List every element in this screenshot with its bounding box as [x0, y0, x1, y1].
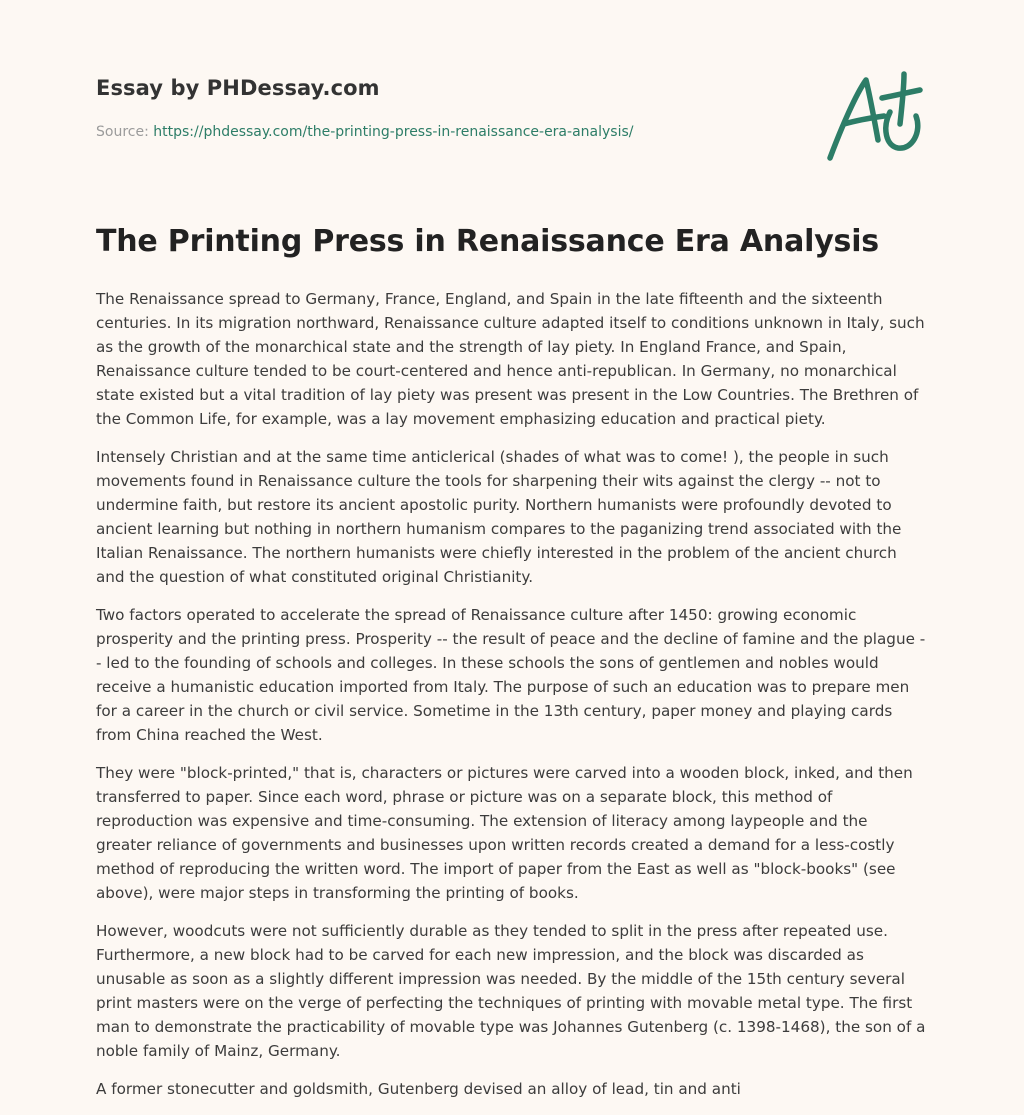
page-header — [96, 0, 928, 180]
paragraph-4: They were "block-printed," that is, characters or pictures were carved into a wooden block, inked, and then transferred to paper. Since each word, phrase or picture was on a separate block, this method of reproduction was expensive and time-consuming. The extension of literacy among laypeople and the greater reliance of governments and businesses upon written records created a demand for a less-costly method of reproducing the written word. The import of paper from the East as well as "block-books" (see above), were major steps in transforming the printing of books. — [96, 764, 913, 902]
paragraph-6: A former stonecutter and goldsmith, Gutenberg devised an alloy of lead, tin and anti — [96, 1080, 741, 1098]
paragraph-1: The Renaissance spread to Germany, France, England, and Spain in the late fifteenth and the sixteenth centuries. In its migration northward, Renaissance culture adapted itself to conditions unknown in Italy, such as the growth of the monarchical state and the strength of lay piety. In England France, and Spain, Renaissance culture tended to be court-centered and hence anti-republican. In Germany, no monarchical state existed but a vital tradition of lay piety was present was present in the Low Countries. The Brethren of the Common Life, for example, was a lay movement emphasizing education and practical piety. — [96, 290, 925, 428]
a-plus-logo-icon — [824, 66, 928, 166]
article-body — [96, 287, 928, 1115]
paragraph-3: Two factors operated to accelerate the spread of Renaissance culture after 1450: growing economic prosperity and the printing press. Prosperity -- the result of peace and the decline of famine and the plague -- led to the founding of schools and colleges. In these schools the sons of gentlemen and nobles would receive a humanistic education imported from Italy. The purpose of such an education was to prepare men for a career in the church or civil service. Sometime in the 13th century, paper money and playing cards from China reached the West. — [96, 606, 926, 744]
source-label: Source: — [96, 124, 154, 140]
paragraph-2: Intensely Christian and at the same time anticlerical (shades of what was to come! ), the people in such movements found in Renaissance culture the tools for sharpening their wits against the clergy -- not to undermine faith, but restore its ancient apostolic purity. Northern humanists were profoundly devoted to ancient learning but nothing in northern humanism compares to the paganizing trend associated with the Italian Renaissance. The northern humanists were chiefly interested in the problem of the ancient church and the question of what constituted original Christianity. — [96, 448, 902, 586]
page-title: The Printing Press in Renaissance Era Analysis — [96, 224, 879, 259]
paragraph-5: However, woodcuts were not sufficiently durable as they tended to split in the press after repeated use. Furthermore, a new block had to be carved for each new impression, and the block was discarded as unusable as soon as a slightly different impression was needed. By the middle of the 15th century several print masters were on the verge of perfecting the techniques of printing with movable metal type. The first man to demonstrate the practicability of movable type was Johannes Gutenberg (c. 1398-1468), the son of a noble family of Mainz, Germany. — [96, 922, 926, 1060]
site-brand: Essay by PHDessay.com — [96, 76, 380, 100]
source-link[interactable]: https://phdessay.com/the-printing-press-in-renaissance-era-analysis/ — [153, 124, 634, 140]
source-line — [96, 124, 633, 140]
